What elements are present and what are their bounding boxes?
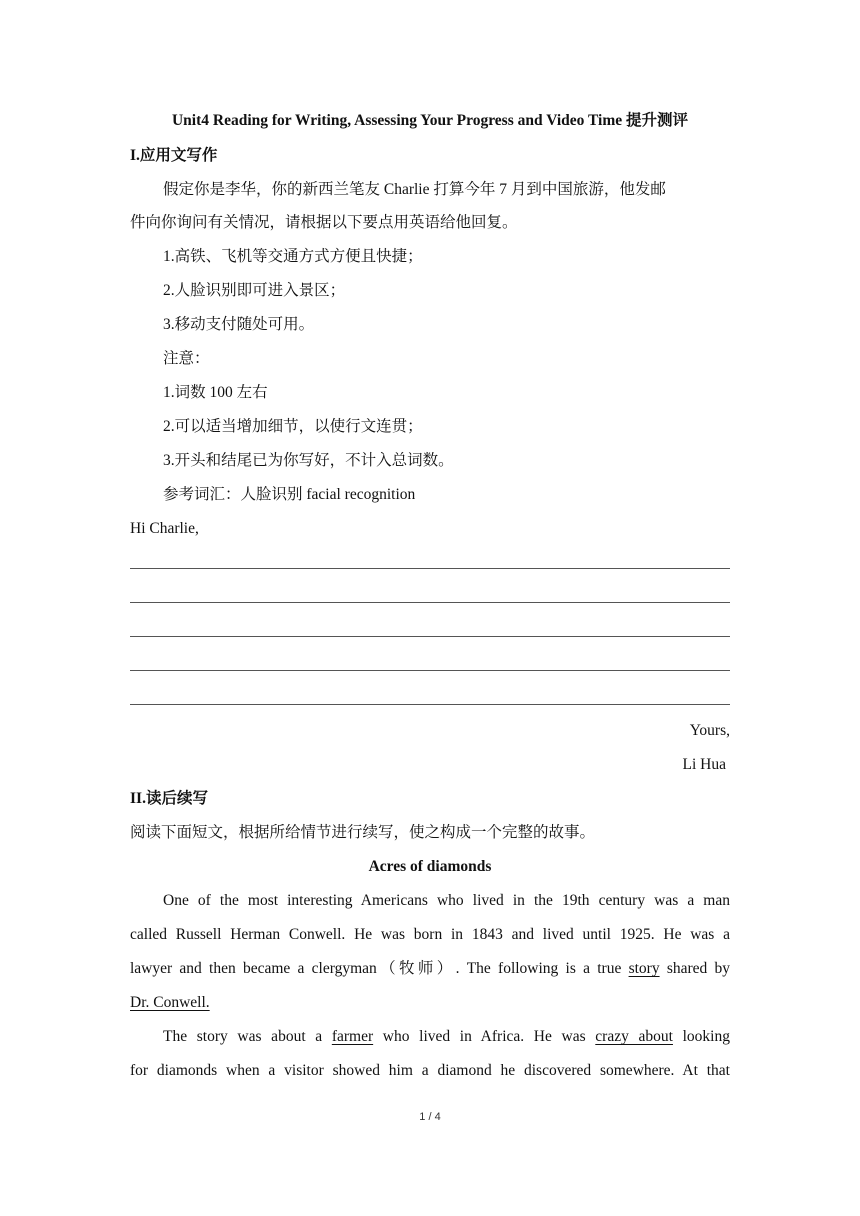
story-line <box>130 993 210 1013</box>
prompt-line: 假定你是李华，你的新西兰笔友 Charlie 打算今年 7 月到中国旅游，他发邮 <box>163 181 666 198</box>
writing-line <box>130 636 730 637</box>
point-item: 3.移动支付随处可用。 <box>163 316 315 333</box>
story-title: Acres of diamonds <box>368 858 492 875</box>
point-item: 2.人脸识别即可进入景区； <box>163 282 346 299</box>
underlined-word: Dr. Conwell. <box>130 994 210 1011</box>
story-text: who lived in Africa. He was <box>373 1028 596 1045</box>
story-text: The story was about a <box>163 1028 332 1045</box>
letter-closing: Yours, <box>689 722 730 739</box>
section-heading-continuation: II.读后续写 <box>130 790 208 807</box>
story-line <box>130 959 730 979</box>
section-heading-writing: I.应用文写作 <box>130 147 218 164</box>
note-item: 1.词数 100 左右 <box>163 384 268 401</box>
notes-label: 注意： <box>163 350 210 367</box>
story-text: lawyer and then became a clergyman（牧师）. The following is a true <box>130 960 629 977</box>
point-item: 1.高铁、飞机等交通方式方便且快捷； <box>163 248 423 265</box>
story-line: called Russell Herman Conwell. He was born in 1843 and lived until 1925. He was a <box>130 926 730 943</box>
story-line: One of the most interesting Americans who lived in the 19th century was a man <box>163 892 730 909</box>
note-item: 2.可以适当增加细节，以使行文连贯； <box>163 418 423 435</box>
underlined-word: story <box>628 960 660 977</box>
underlined-word: crazy about <box>595 1028 673 1045</box>
story-line: for diamonds when a visitor showed him a diamond he discovered somewhere. At that <box>130 1062 730 1079</box>
writing-line <box>130 704 730 705</box>
story-line <box>163 1027 730 1047</box>
underlined-word: farmer <box>331 1028 374 1045</box>
note-item: 3.开头和结尾已为你写好，不计入总词数。 <box>163 452 454 469</box>
document-title: Unit4 Reading for Writing, Assessing Your Progress and Video Time 提升测评 <box>171 112 689 129</box>
writing-line <box>130 602 730 603</box>
prompt-line: 件向你询问有关情况，请根据以下要点用英语给他回复。 <box>130 214 518 231</box>
vocab-hint: 参考词汇：人脸识别 facial recognition <box>163 486 416 503</box>
story-text: shared by <box>659 960 731 977</box>
writing-line <box>130 568 730 569</box>
writing-line <box>130 670 730 671</box>
letter-signature: Li Hua <box>682 756 726 773</box>
story-text: looking <box>672 1028 730 1045</box>
letter-greeting: Hi Charlie, <box>130 520 199 537</box>
page-number: 1 / 4 <box>419 1111 441 1123</box>
section-instruction: 阅读下面短文，根据所给情节进行续写，使之构成一个完整的故事。 <box>130 824 596 841</box>
